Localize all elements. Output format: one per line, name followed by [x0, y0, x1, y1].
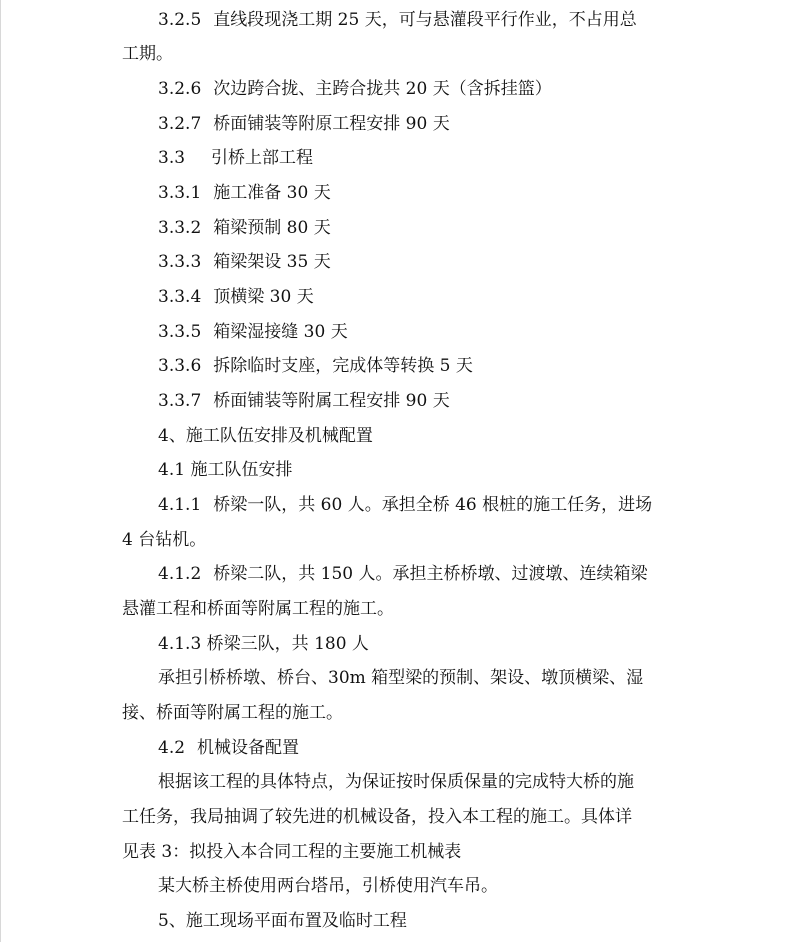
line-3-2-5 — [158, 9, 637, 31]
line-text: 5、施工现场平面布置及临时工程 — [158, 911, 407, 931]
line-4-1-1 — [158, 494, 652, 516]
line-continuation — [122, 841, 461, 863]
line-text: 工任务，我局抽调了较先进的机械设备，投入本工程的施工。具体详 — [122, 807, 632, 827]
line-text: 根据该工程的具体特点，为保证按时保质保量的完成特大桥的施 — [158, 772, 634, 792]
line-text: 箱梁预制 80 天 — [213, 218, 331, 238]
section-number: 4.1.2 — [158, 564, 202, 584]
line-text: 某大桥主桥使用两台塔吊，引桥使用汽车吊。 — [158, 876, 498, 896]
line-3-3-5 — [158, 321, 348, 343]
section-number: 3.3.6 — [158, 356, 202, 376]
line-text: 桥面铺装等附属工程安排 90 天 — [213, 391, 450, 411]
line-text: 4.1.3 桥梁三队，共 180 人 — [158, 634, 369, 654]
line-continuation — [122, 806, 632, 828]
line-text: 直线段现浇工期 25 天，可与悬灌段平行作业，不占用总 — [213, 10, 637, 30]
line-3-2-7 — [158, 113, 450, 135]
page-left-border — [0, 0, 1, 942]
section-number: 3.3.1 — [158, 183, 202, 203]
line-3-3-7 — [158, 390, 450, 412]
line-4-1-3 — [158, 633, 369, 655]
line-3-3-3 — [158, 251, 331, 273]
line-text: 见表 3：拟投入本合同工程的主要施工机械表 — [122, 842, 462, 862]
section-number: 3.2.7 — [158, 114, 202, 134]
line-text: 悬灌工程和桥面等附属工程的施工。 — [122, 599, 394, 619]
line-4-2 — [158, 737, 299, 759]
line-continuation — [122, 598, 394, 620]
heading-4 — [158, 425, 373, 447]
line-text: 承担引桥桥墩、桥台、30m 箱型梁的预制、架设、墩顶横梁、湿 — [158, 668, 644, 688]
line-text: 4、施工队伍安排及机械配置 — [158, 426, 373, 446]
line-text: 拆除临时支座，完成体等转换 5 天 — [213, 356, 473, 376]
section-number: 3.3.5 — [158, 322, 202, 342]
line-3-2-6 — [158, 78, 552, 100]
line-text: 机械设备配置 — [197, 738, 300, 758]
line-3-3 — [158, 147, 313, 169]
section-number: 3.2.5 — [158, 10, 202, 30]
line-text: 顶横梁 30 天 — [213, 287, 314, 307]
section-number: 3.2.6 — [158, 79, 202, 99]
line-text: 4.1 施工队伍安排 — [158, 460, 293, 480]
line-text: 桥面铺装等附原工程安排 90 天 — [213, 114, 450, 134]
section-number: 3.3.2 — [158, 218, 202, 238]
section-number: 3.3.3 — [158, 252, 202, 272]
line-3-3-1 — [158, 182, 331, 204]
line-text: 4 台钻机。 — [122, 530, 207, 550]
heading-5 — [158, 910, 407, 932]
section-number: 3.3.7 — [158, 391, 202, 411]
line-text: 施工准备 30 天 — [213, 183, 331, 203]
line-text: 桥梁一队，共 60 人。承担全桥 46 根桩的施工任务，进场 — [213, 495, 653, 515]
line-continuation — [122, 529, 206, 551]
line-text: 桥梁二队，共 150 人。承担主桥桥墩、过渡墩、连续箱梁 — [213, 564, 648, 584]
section-number: 4.2 — [158, 738, 186, 758]
line-3-3-4 — [158, 286, 314, 308]
section-number: 3.3 — [158, 148, 186, 168]
section-number: 4.1.1 — [158, 495, 202, 515]
paragraph-line — [158, 875, 498, 897]
line-4-1-2 — [158, 563, 648, 585]
line-continuation — [122, 702, 343, 724]
line-text: 接、桥面等附属工程的施工。 — [122, 703, 343, 723]
section-number: 3.3.4 — [158, 287, 202, 307]
line-text: 工期。 — [122, 44, 173, 64]
paragraph-line — [158, 667, 643, 689]
line-text: 引桥上部工程 — [211, 148, 314, 168]
paragraph-line — [158, 771, 634, 793]
line-continuation — [122, 43, 173, 65]
line-3-3-2 — [158, 217, 331, 239]
line-text: 次边跨合拢、主跨合拢共 20 天（含拆挂篮） — [213, 79, 552, 99]
heading-4-1 — [158, 459, 292, 481]
line-text: 箱梁湿接缝 30 天 — [213, 322, 348, 342]
line-text: 箱梁架设 35 天 — [213, 252, 331, 272]
line-3-3-6 — [158, 355, 473, 377]
